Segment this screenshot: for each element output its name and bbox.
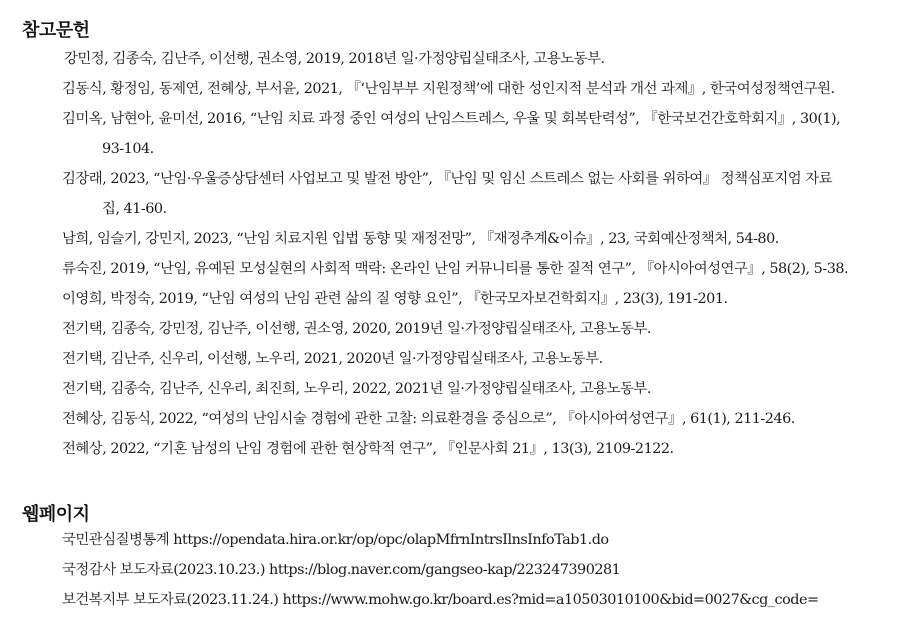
reference-continuation-line: 집, 41-60. [102, 201, 167, 217]
webpage-item: 보건복지부 보도자료(2023.11.24.) https://www.mohw.go.kr/board.es?mid=a10503010100&bid=0027&cg_code= [62, 592, 819, 608]
reference-line: 남희, 임슬기, 강민지, 2023, “난임 치료지원 입법 동향 및 재정전망”, 『재정추계&이슈』, 23, 국회예산정책처, 54-80. [62, 231, 779, 247]
reference-item [0, 284, 903, 314]
reference-line: 류숙진, 2019, “난임, 유예된 모성실현의 사회적 맥락: 온라인 난임 커뮤니티를 통한 질적 연구”, 『아시아여성연구』, 58(2), 5-38. [62, 261, 849, 277]
reference-item [0, 44, 903, 74]
reference-line: 강민정, 김종숙, 김난주, 이선행, 권소영, 2019, 2018년 일·가정양립실태조사, 고용노동부. [64, 51, 605, 67]
webpage-item: 국정감사 보도자료(2023.10.23.) https://blog.naver.com/gangseo-kap/223247390281 [62, 562, 621, 578]
webpages-heading: 웹페이지 [22, 504, 90, 525]
reference-item [0, 104, 903, 164]
reference-item [0, 314, 903, 344]
reference-line: 김장래, 2023, “난임·우울증상담센터 사업보고 및 발전 방안”, 『난임 및 임신 스트레스 없는 사회를 위하여』 정책심포지엄 자료 [62, 171, 832, 187]
reference-item [0, 434, 903, 464]
reference-item [0, 164, 903, 224]
reference-line: 전기택, 김난주, 신우리, 이선행, 노우리, 2021, 2020년 일·가정양립실태조사, 고용노동부. [62, 351, 603, 367]
webpage-list [0, 525, 903, 615]
reference-list [0, 44, 903, 464]
reference-line: 전혜상, 2022, “기혼 남성의 난임 경험에 관한 현상학적 연구”, 『인문사회 21』, 13(3), 2109-2122. [62, 441, 674, 457]
reference-item [0, 74, 903, 104]
reference-line: 이영희, 박정숙, 2019, “난임 여성의 난임 관련 삶의 질 영향 요인”, 『한국모자보건학회지』, 23(3), 191-201. [62, 291, 728, 307]
reference-line: 김동식, 황정임, 동제연, 전혜상, 부서윤, 2021, 『‘난임부부 지원정책’에 대한 성인지적 분석과 개선 과제』, 한국여성정책연구원. [62, 81, 835, 97]
references-heading: 참고문헌 [22, 20, 90, 41]
reference-line: 전기택, 김종숙, 강민정, 김난주, 이선행, 권소영, 2020, 2019년 일·가정양립실태조사, 고용노동부. [62, 321, 651, 337]
reference-line: 김미옥, 남현아, 윤미선, 2016, “난임 치료 과정 중인 여성의 난임스트레스, 우울 및 회복탄력성”, 『한국보건간호학회지』, 30(1), [62, 111, 841, 127]
reference-item [0, 344, 903, 374]
reference-item [0, 254, 903, 284]
reference-item [0, 374, 903, 404]
reference-line: 전혜상, 김동식, 2022, “여성의 난임시술 경험에 관한 고찰: 의료환경을 중심으로”, 『아시아여성연구』, 61(1), 211-246. [62, 411, 795, 427]
reference-item [0, 224, 903, 254]
reference-line: 전기택, 김종숙, 김난주, 신우리, 최진희, 노우리, 2022, 2021년 일·가정양립실태조사, 고용노동부. [62, 381, 651, 397]
reference-item [0, 404, 903, 434]
webpage-item: 국민관심질병통계 https://opendata.hira.or.kr/op/opc/olapMfrnIntrsIlnsInfoTab1.do [62, 532, 609, 548]
reference-continuation-line: 93-104. [102, 141, 154, 157]
